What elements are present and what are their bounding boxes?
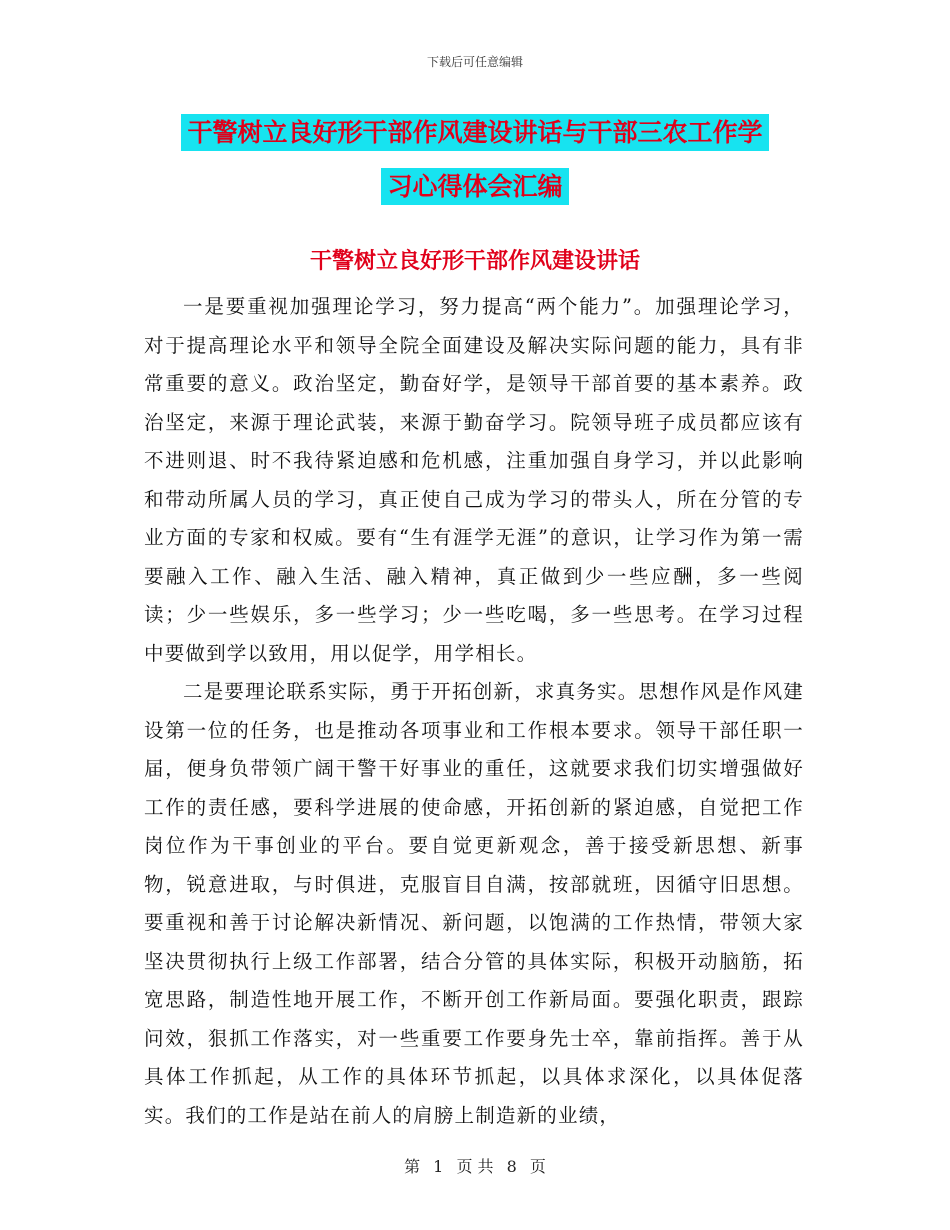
document-title	[0, 106, 950, 214]
body-text	[144, 288, 804, 1135]
page-label-mid: 页 共	[456, 1157, 494, 1176]
page-number-footer	[0, 1154, 950, 1177]
page-total: 8	[506, 1157, 517, 1176]
section-title: 干警树立良好形干部作风建设讲话	[309, 249, 640, 274]
document-title-line-1: 干警树立良好形干部作风建设讲话与干部三农工作学	[181, 114, 768, 151]
document-title-line-2: 习心得体会汇编	[381, 168, 568, 205]
paragraph-1: 一是要重视加强理论学习，努力提高“两个能力”。加强理论学习，对于提高理论水平和领导全院全面建设及解决实际问题的能力，具有非常重要的意义。政治坚定，勤奋好学，是领导干部首要的基本素养。政治坚定，来源于理论武装，来源于勤奋学习。院领导班子成员都应该有不进则退、时不我待紧迫感和危机感，注重加强自身学习，并以此影响和带动所属人员的学习，真正使自己成为学习的带头人，所在分管的专业方面的专家和权威。要有“生有涯学无涯”的意识，让学习作为第一需要融入工作、融入生活、融入精神，真正做到少一些应酬，多一些阅读；少一些娱乐，多一些学习；少一些吃喝，多一些思考。在学习过程中要做到学以致用，用以促学，用学相长。	[144, 295, 804, 665]
header-note: 下载后可任意编辑	[426, 55, 523, 69]
paragraph-2: 二是要理论联系实际，勇于开拓创新，求真务实。思想作风是作风建设第一位的任务，也是推动各项事业和工作根本要求。领导干部任职一届，便身负带领广阔干警干好事业的重任，这就要求我们切实增强做好工作的责任感，要科学进展的使命感，开拓创新的紧迫感，自觉把工作岗位作为干事创业的平台。要自觉更新观念，善于接受新思想、新事物，锐意进取，与时俱进，克服盲目自满，按部就班，因循守旧思想。要重视和善于讨论解决新情况、新问题，以饱满的工作热情，带领大家坚决贯彻执行上级工作部署，结合分管的具体实际，积极开动脑筋，拓宽思路，制造性地开展工作，不断开创工作新局面。要强化职责，跟踪问效，狠抓工作落实，对一些重要工作要身先士卒，靠前指挥。善于从具体工作抓起，从工作的具体环节抓起，以具体求深化，以具体促落实。我们的工作是站在前人的肩膀上制造新的业绩，	[144, 680, 805, 1127]
page-current: 1	[433, 1157, 444, 1176]
page-label-suffix: 页	[529, 1157, 546, 1176]
page-label-prefix: 第	[404, 1157, 421, 1176]
